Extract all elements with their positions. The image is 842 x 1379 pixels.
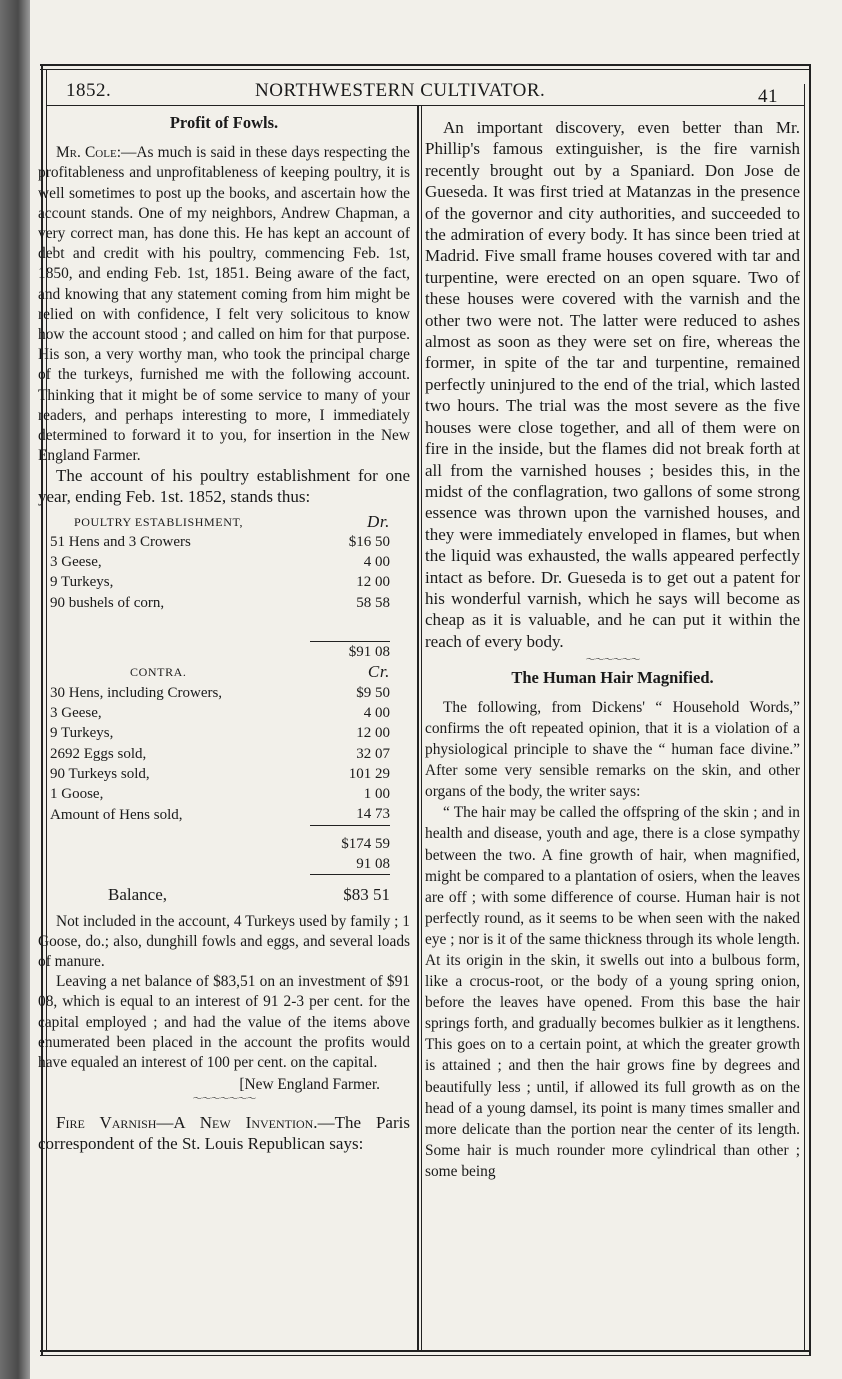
- credit-amount: 12 00: [356, 725, 390, 742]
- hair-quote-paragraph: “ The hair may be called the offspring of the skin ; and in health and disease, youth and age, there is a close sympathy between the two. A fine growth of hair, when magnified, might be compared to a plantation of osiers, when the leaves are off ; with some difference of course. Human hair is not perfectly round, as it seems to be when seen with the naked eye ; nor is it of the same thickness through its whole length. At its origin in the skin, it swells out into a bulbous form, like a crocus-root, or the body of a young spring onion, before the leaves have opened. From this base the hair springs forth, and gradually becomes bulkier as it lengthens. This goes on to a certain point, at which the greater growth is attained ; and then the hair grows fine by degrees and beautifully less ; until, if allowed its full growth as on the head of a young damsel, its point is many times smaller and more delicate than the portion near the center of its length. Some hair is much rounder more cylindrical than other ; some being: [425, 804, 800, 1180]
- credit-row: [50, 764, 390, 784]
- debit-row: [50, 593, 390, 613]
- debit-total: $91 08: [310, 641, 390, 662]
- less-debit: 91 08: [356, 856, 390, 872]
- debit-item: 3 Geese,: [50, 554, 102, 571]
- article-title-human-hair: The Human Hair Magnified.: [511, 668, 714, 688]
- header-title: NORTHWESTERN CULTIVATOR.: [255, 80, 546, 101]
- credit-item: 90 Turkeys sold,: [50, 765, 150, 782]
- article-title-profit-of-fowls: Profit of Fowls.: [169, 113, 279, 132]
- left-column: [38, 113, 410, 1154]
- debit-item: 51 Hens and 3 Crowers: [50, 533, 191, 550]
- credit-amount: $9 50: [356, 684, 390, 701]
- right-frame-rule: [809, 64, 811, 1356]
- balance-label: Balance,: [108, 885, 167, 905]
- intro-text: :—As much is said in these days respecting the profitableness and unprofitableness of keeping poultry, it is well sometimes to post up the books, and ascertain how the account stands. One of my neighbors, Andrew Chapman, a very correct man, has done this. He has kept an account of debt and credit with his poultry, commencing Feb. 1st, 1850, and ending Feb. 1st, 1851. Being aware of the fact, and knowing that any statement coming from him might be relied on with confidence, I felt very solicitous to know how the account stood ; and called on him for that purpose. His son, a very worthy man, who took the principal charge of the turkeys, furnished me with the following account. Thinking that it might be of some service to many of your readers, and perhaps interesting to more, I immediately determined to forward it to you, for insertion in the New England Farmer.: [38, 144, 410, 465]
- debit-total-row: [50, 641, 390, 662]
- header-page-number: 41: [758, 86, 778, 107]
- hair-intro-paragraph: The following, from Dickens' “ Household Words,” confirms the oft repeated opinion, that it is a violation of a physiological principle to shave the “ human face divine.” After some very sensible remarks on the skin, and other organs of the body, the writer says:: [425, 699, 800, 800]
- fire-varnish-head: Fire Varnish—A New Invention.: [56, 1113, 318, 1133]
- debit-amount: 4 00: [363, 554, 390, 571]
- credit-total-row-2: [50, 834, 390, 854]
- credit-total: $174 59: [341, 835, 390, 852]
- credit-row: [50, 683, 390, 703]
- credit-amount: 101 29: [348, 765, 390, 782]
- credit-heading-row: [50, 662, 390, 682]
- balance-rule-row: [50, 875, 390, 886]
- debit-amount: $16 50: [348, 533, 390, 550]
- credit-item: 9 Turkeys,: [50, 725, 114, 742]
- account-intro: The account of his poultry establishment for one year, ending Feb. 1st. 1852, stands thus:: [38, 466, 410, 506]
- debit-item: 90 bushels of corn,: [50, 594, 165, 611]
- top-rule-inner: [40, 69, 810, 70]
- debit-amount: 12 00: [356, 574, 390, 591]
- credit-row: [50, 703, 390, 723]
- credit-amount: 1 00: [363, 786, 390, 803]
- not-included-paragraph: Not included in the account, 4 Turkeys used by family ; 1 Goose, do.; also, dunghill fowls and eggs, and several loads of manure.: [38, 912, 410, 970]
- intro-paragraph: [38, 143, 410, 466]
- credit-amount: 14 73: [356, 806, 390, 823]
- fire-varnish-text: —The Paris correspondent of the St. Louis Republican says:: [38, 1113, 410, 1153]
- debit-row: [50, 552, 390, 572]
- credit-item: 2692 Eggs sold,: [50, 745, 147, 762]
- debit-amount: 58 58: [356, 594, 390, 611]
- bottom-rule: [40, 1350, 810, 1352]
- debit-label: Dr.: [366, 511, 390, 531]
- credit-row: [50, 784, 390, 804]
- debit-heading: POULTRY ESTABLISHMENT,: [74, 514, 244, 529]
- credit-item: 3 Geese,: [50, 704, 102, 721]
- credit-rows: [50, 683, 390, 826]
- header-year: 1852.: [66, 80, 112, 101]
- credit-amount: 4 00: [363, 704, 390, 721]
- less-debit-row: [50, 854, 390, 875]
- fire-varnish-paragraph: [38, 1113, 410, 1153]
- signature-new-england-farmer: [New England Farmer.: [239, 1076, 380, 1094]
- credit-heading: CONTRA.: [130, 665, 187, 680]
- credit-item: 30 Hens, including Crowers,: [50, 684, 223, 701]
- debit-rows: [50, 532, 390, 613]
- header-underline: [47, 105, 804, 106]
- credit-row: [50, 723, 390, 743]
- balance-row: [50, 885, 390, 905]
- balance-amount: $83 51: [343, 885, 390, 905]
- credit-item: 1 Goose,: [50, 786, 104, 803]
- section-flourish-right: 〜〜〜〜〜〜: [585, 655, 640, 667]
- credit-label: Cr.: [367, 662, 390, 682]
- top-double-rule: [40, 64, 810, 66]
- column-divider: [417, 106, 419, 1350]
- credit-row: [50, 804, 390, 825]
- debit-row: [50, 572, 390, 592]
- salutation: Mr. Cole: [56, 144, 117, 162]
- credit-amount: 32 07: [356, 745, 390, 762]
- net-balance-paragraph: Leaving a net balance of $83,51 on an investment of $91 08, which is equal to an interest of 91 2-3 per cent. for the capital employed ; and had the value of the items above enumerated been placed in the account the profits would have equaled an interest of 100 per cent. on the capital.: [38, 973, 410, 1071]
- credit-item: Amount of Hens sold,: [50, 806, 183, 823]
- column-divider-inner: [421, 106, 422, 1350]
- book-spine: [0, 0, 30, 1379]
- credit-row: [50, 743, 390, 763]
- debit-heading-row: [50, 511, 390, 531]
- bottom-rule-inner: [40, 1355, 810, 1356]
- debit-row: [50, 532, 390, 552]
- credit-total-row: [50, 825, 390, 834]
- right-column: [425, 117, 800, 1182]
- right-frame-rule-inner: [804, 84, 805, 1350]
- varnish-paragraph: An important discovery, even better than Mr. Phillip's famous extinguisher, is the fire varnish recently brought out by a Spaniard. Don Jose de Gueseda. It was first tried at Matanzas in the presence of the governor and city authorities, and succeeded to the admiration of every body. It has since been tried at Madrid. Five small frame houses covered with tar and turpentine, were erected on an open square. Two of these houses were covered with the varnish and the other two were not. The latter were reduced to ashes almost as soon as they were set on fire, whereas the former, in spite of the tar and turpentine, remained perfectly uninjured to the end of the trial, which lasted two hours. The trial was the most severe as the five houses were close together, and all of them were on fire in the inside, but the flames did not break forth at all from the varnished houses ; besides this, in the midst of the conflagration, two gallons of some strong essence was thrown upon the varnished houses, and they were immediately enveloped in flames, but when the liquid was exhausted, the walls appeared perfectly intact as before. Dr. Gueseda is to get out a patent for his wonderful varnish, which he says will become as cheap as it is valuable, and he can put it within the reach of every body.: [425, 118, 800, 651]
- section-flourish: 〜〜〜〜〜〜〜: [192, 1094, 256, 1106]
- debit-item: 9 Turkeys,: [50, 574, 114, 591]
- poultry-account-table: [50, 511, 390, 905]
- gap-row: [50, 613, 390, 642]
